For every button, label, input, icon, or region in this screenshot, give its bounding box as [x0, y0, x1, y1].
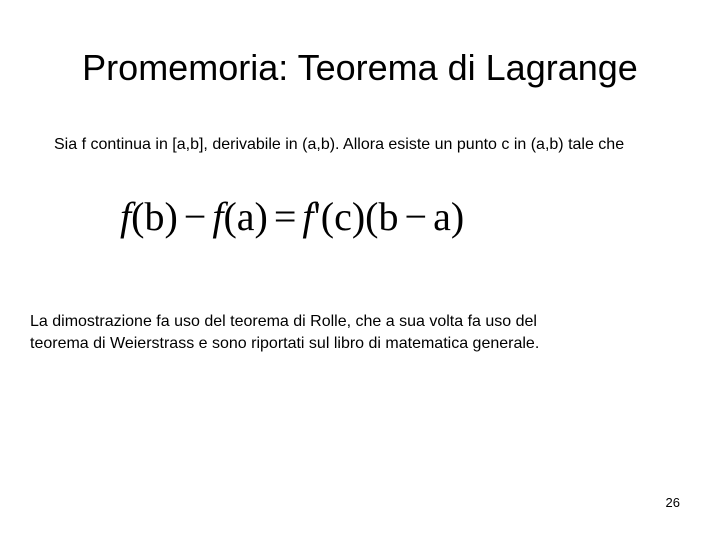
formula-prime-mark: ' — [313, 194, 321, 239]
formula-minus-2: − — [404, 194, 428, 239]
theorem-statement: Sia f continua in [a,b], derivabile in (a,b). Allora esiste un punto c in (a,b) tale che — [54, 136, 625, 153]
proof-note-line-1: La dimostrazione fa uso del teorema di Rolle, che a sua volta fa uso del — [30, 313, 537, 330]
proof-note-line-2: teorema di Weierstrass e sono riportati sul libro di matematica generale. — [30, 335, 540, 352]
lagrange-formula — [120, 183, 590, 251]
slide-title: Promemoria: Teorema di Lagrange — [82, 47, 638, 88]
formula-factor-end: a) — [433, 194, 465, 239]
formula-minus-1: − — [183, 194, 207, 239]
formula-f-1: f — [120, 194, 132, 239]
formula-factor-start: (b — [365, 194, 399, 239]
formula-arg-b: (b) — [131, 194, 178, 239]
formula-arg-c: (c) — [320, 194, 366, 239]
formula-f-prime: f — [302, 194, 314, 239]
proof-note — [30, 311, 630, 355]
formula-arg-a: (a) — [223, 194, 268, 239]
formula-f-2: f — [212, 194, 224, 239]
page-number: 26 — [665, 495, 680, 510]
formula-equals: = — [273, 194, 297, 239]
